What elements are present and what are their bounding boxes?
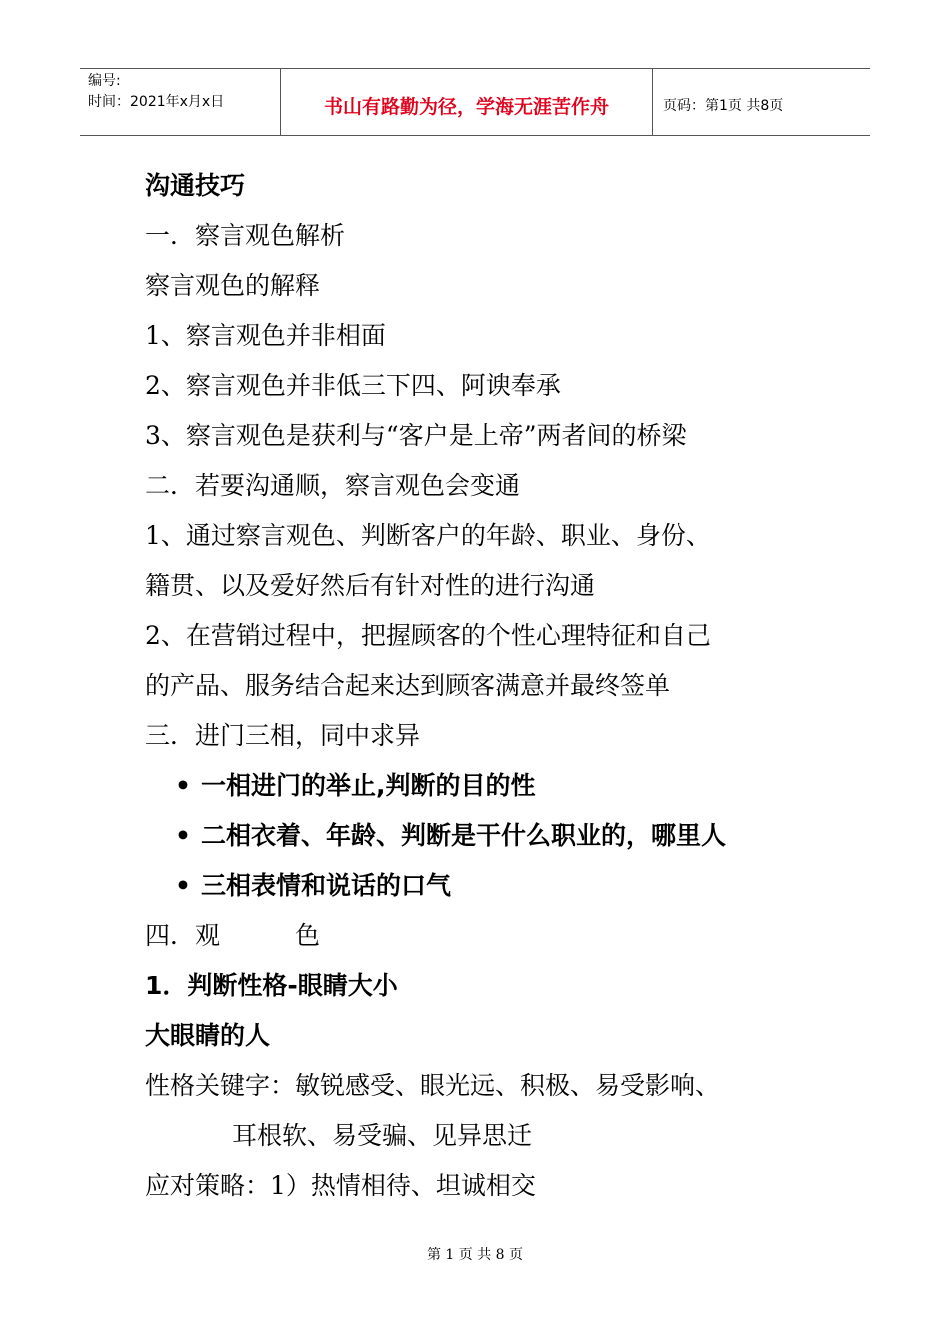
document-title: 沟通技巧 xyxy=(145,171,246,200)
header-motto: 书山有路勤为径，学海无涯苦作舟 xyxy=(281,69,653,135)
bullet-text: 二相衣着、年龄、判断是干什么职业的，哪里人 xyxy=(201,821,727,850)
header-meta xyxy=(80,69,281,135)
section-1-heading: 一．察言观色解析 xyxy=(145,221,346,250)
number-label: 编号: xyxy=(88,73,121,89)
paragraph-line: 的产品、服务结合起来达到顾客满意并最终签单 xyxy=(145,671,671,700)
bullet-icon: • xyxy=(175,771,191,800)
strategy-line: 应对策略：1）热情相待、坦诚相交 xyxy=(145,1171,536,1200)
paragraph-line: 籍贯、以及爱好然后有针对性的进行沟通 xyxy=(145,571,596,600)
bullet-text: 一相进门的举止,判断的目的性 xyxy=(201,771,536,800)
section-4-heading: 四．观 色 xyxy=(145,921,321,950)
subsection-subheading: 大眼睛的人 xyxy=(145,1021,271,1050)
page-footer: 第 1 页 共 8 页 xyxy=(426,1247,524,1263)
keywords-line-continued: 耳根软、易受骗、见异思迁 xyxy=(232,1121,533,1150)
paragraph-line: 1、通过察言观色、判断客户的年龄、职业、身份、 xyxy=(145,521,711,550)
subsection-heading: 1．判断性格-眼睛大小 xyxy=(145,971,398,1000)
bullet-text: 三相表情和说话的口气 xyxy=(201,871,452,900)
paragraph-line: 3、察言观色是获利与“客户是上帝”两者间的桥梁 xyxy=(145,421,687,450)
bullet-item xyxy=(145,761,825,811)
page-header xyxy=(80,68,870,136)
bullet-item xyxy=(145,861,825,911)
bullet-item xyxy=(145,811,825,861)
paragraph-line: 2、在营销过程中，把握顾客的个性心理特征和自己 xyxy=(145,621,711,650)
time-label: 时间：2021年x月x日 xyxy=(88,94,225,110)
keywords-line: 性格关键字：敏锐感受、眼光远、积极、易受影响、 xyxy=(145,1071,721,1100)
section-3-heading: 三．进门三相，同中求异 xyxy=(145,721,421,750)
paragraph-line: 察言观色的解释 xyxy=(145,271,321,300)
header-page-info: 页码：第1页 共8页 xyxy=(663,98,784,114)
document-body xyxy=(145,161,825,1211)
paragraph-line: 1、察言观色并非相面 xyxy=(145,321,386,350)
section-2-heading: 二．若要沟通顺，察言观色会变通 xyxy=(145,471,521,500)
paragraph-line: 2、察言观色并非低三下四、阿谀奉承 xyxy=(145,371,561,400)
bullet-icon: • xyxy=(175,871,191,900)
bullet-icon: • xyxy=(175,821,191,850)
